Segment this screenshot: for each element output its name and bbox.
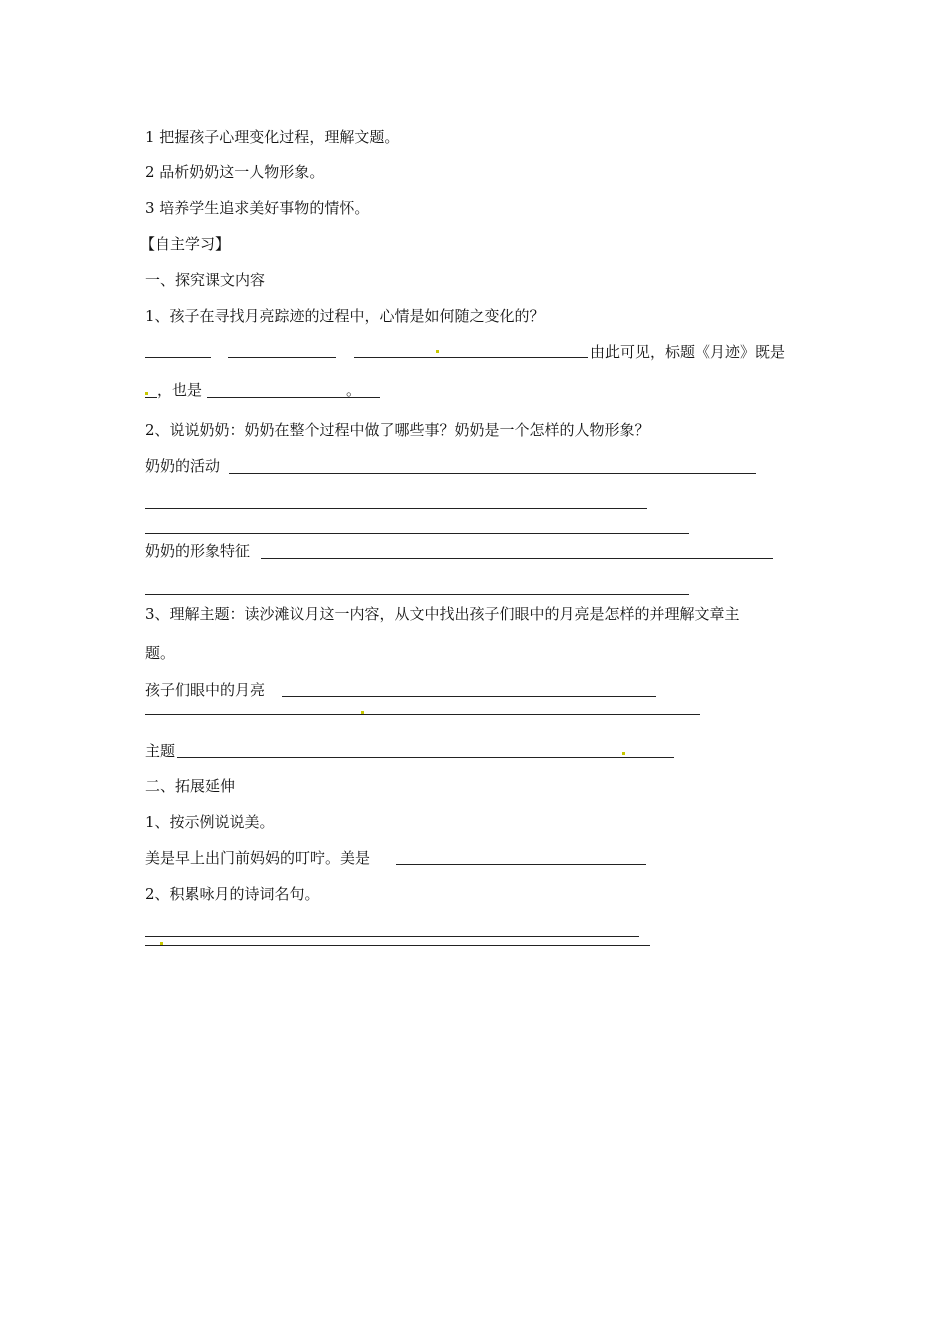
theme-label: 主题 [145, 742, 176, 760]
part1-question-3-cont: 题。 [145, 644, 176, 662]
part2-question-1: 1、按示例说说美。 [145, 813, 275, 831]
answer-blank[interactable] [145, 357, 211, 358]
part1-question-1: 1、孩子在寻找月亮踪迹的过程中，心情是如何随之变化的？ [145, 307, 545, 325]
period-mark: 。 [346, 381, 362, 399]
answer-blank[interactable] [145, 945, 650, 946]
objective-3: 3 培养学生追求美好事物的情怀。 [145, 199, 370, 217]
beauty-example: 美是早上出门前妈妈的叮咛。美是 [145, 849, 371, 867]
title-meaning-text: 由此可见，标题《月迹》既是 [590, 343, 786, 361]
answer-blank[interactable] [261, 558, 773, 559]
part1-title: 一、探究课文内容 [145, 271, 266, 289]
answer-blank[interactable] [282, 696, 656, 697]
answer-blank[interactable] [354, 357, 588, 358]
stray-mark [160, 942, 163, 945]
answer-blank[interactable] [145, 508, 647, 509]
part1-question-2: 2、说说奶奶：奶奶在整个过程中做了哪些事？奶奶是一个怎样的人物形象？ [145, 421, 650, 439]
stray-mark [622, 752, 625, 755]
answer-blank[interactable] [145, 594, 689, 595]
stray-mark [436, 350, 439, 353]
answer-blank[interactable] [177, 757, 674, 758]
part2-question-2: 2、积累咏月的诗词名句。 [145, 885, 320, 903]
stray-mark [145, 392, 148, 395]
also-text: ，也是 [157, 381, 203, 399]
objective-2: 2 品析奶奶这一人物形象。 [145, 163, 325, 181]
children-moon-label: 孩子们眼中的月亮 [145, 681, 266, 699]
grandma-traits-label: 奶奶的形象特征 [145, 542, 251, 560]
part2-title: 二、拓展延伸 [145, 777, 236, 795]
answer-blank[interactable] [228, 357, 336, 358]
answer-blank[interactable] [229, 473, 756, 474]
answer-blank[interactable] [145, 936, 639, 937]
answer-blank[interactable] [145, 714, 700, 715]
grandma-activity-label: 奶奶的活动 [145, 457, 221, 475]
answer-blank[interactable] [145, 533, 689, 534]
section-header: 【自主学习】 [140, 235, 231, 253]
answer-blank[interactable] [145, 397, 157, 398]
answer-blank[interactable] [396, 864, 646, 865]
stray-mark [361, 711, 364, 714]
part1-question-3: 3、理解主题：读沙滩议月这一内容，从文中找出孩子们眼中的月亮是怎样的并理解文章主 [145, 605, 740, 623]
objective-1: 1 把握孩子心理变化过程，理解文题。 [145, 128, 400, 146]
